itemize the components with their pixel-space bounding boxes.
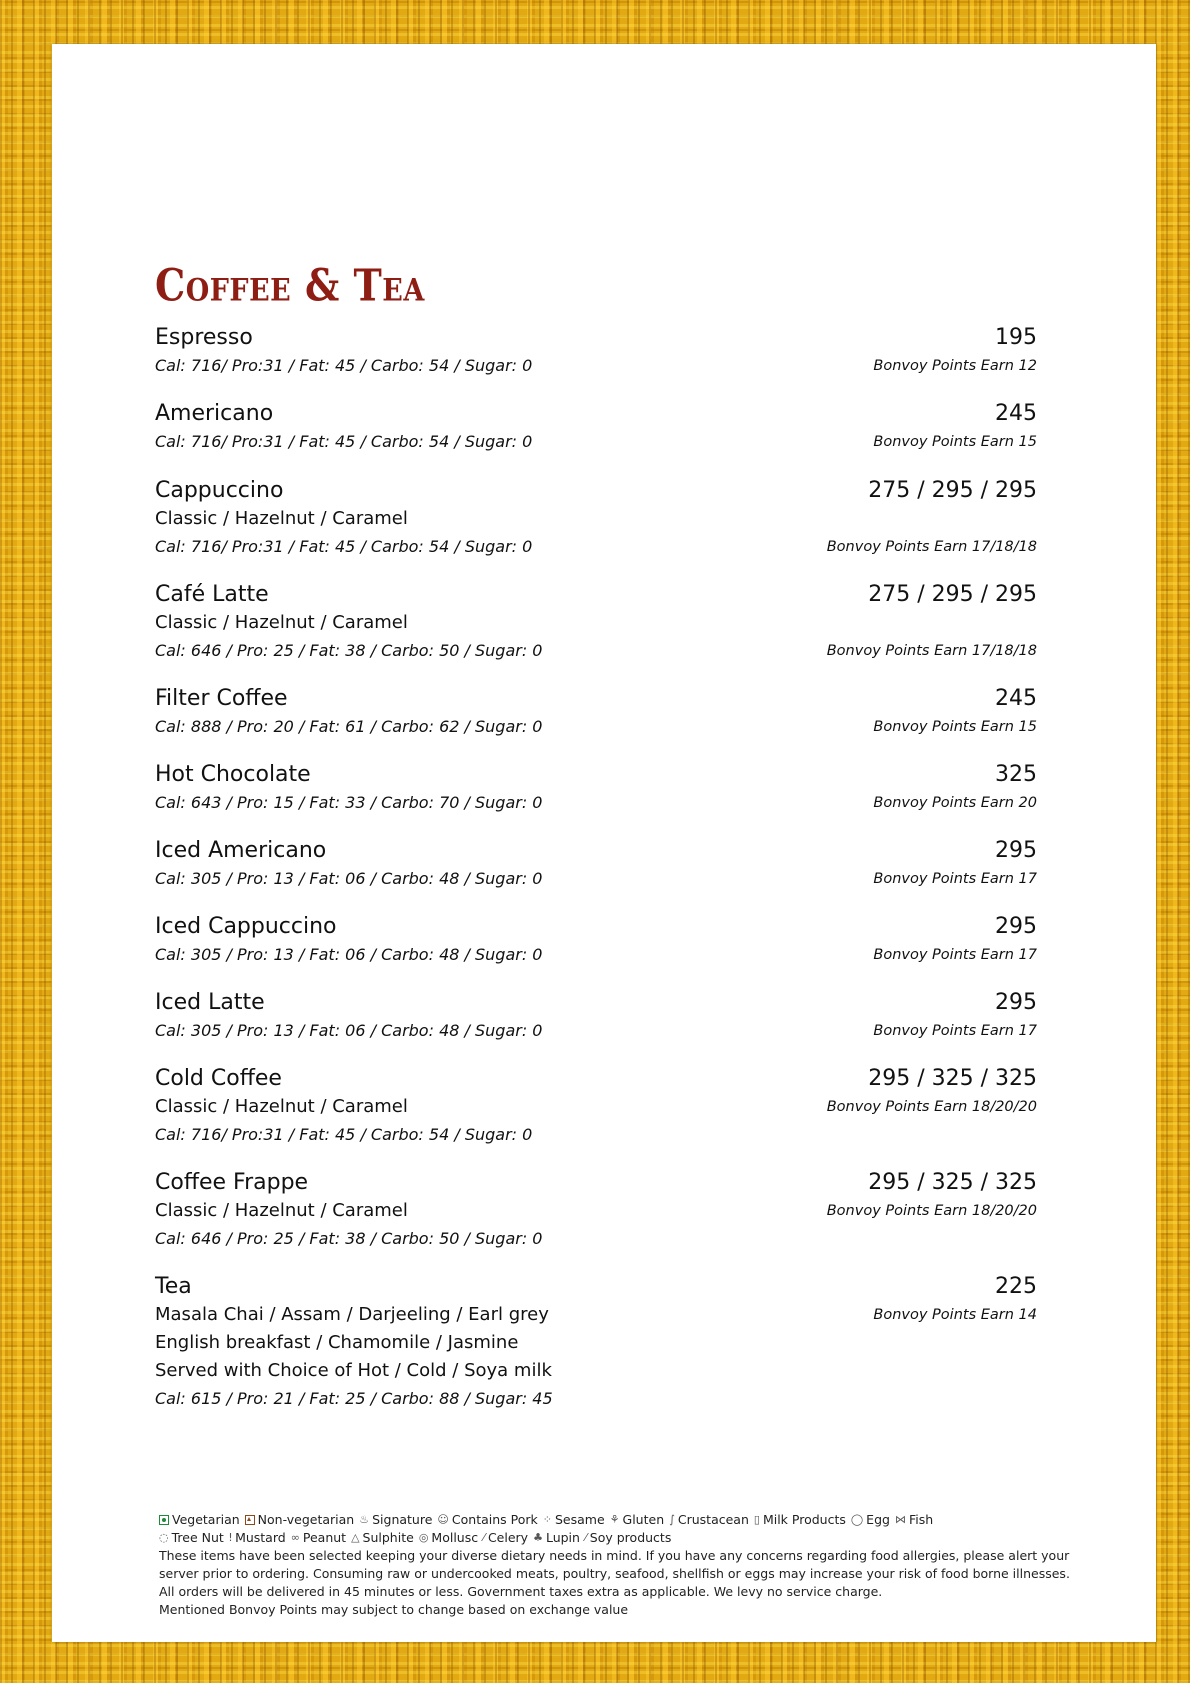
menu-title: Coffee & Tea: [155, 259, 425, 311]
sesame-icon: ⁘: [542, 1513, 552, 1526]
item-price: 295: [995, 838, 1037, 863]
item-nutrition: Cal: 305 / Pro: 13 / Fat: 06 / Carbo: 48 / Sugar: 0: [155, 945, 543, 964]
lupin-icon: ♣: [533, 1531, 543, 1544]
item-name: Espresso: [155, 325, 253, 350]
item-price: 245: [995, 686, 1037, 711]
item-points: Bonvoy Points Earn 15: [873, 719, 1037, 735]
menu-item-iced-latte: [155, 988, 1037, 1045]
item-name: Cappuccino: [155, 478, 284, 503]
egg-icon: ◯: [850, 1513, 864, 1526]
fish-icon: ⋈: [894, 1513, 906, 1526]
item-points: Bonvoy Points Earn 17: [873, 871, 1037, 887]
legend-tree-nut: ◌ Tree Nut: [159, 1530, 224, 1545]
legend-celery: ⁄ Celery: [483, 1530, 529, 1545]
item-price: 295: [995, 990, 1037, 1015]
item-nutrition: Cal: 646 / Pro: 25 / Fat: 38 / Carbo: 50 / Sugar: 0: [155, 1229, 543, 1248]
item-points: Bonvoy Points Earn 18/20/20: [826, 1203, 1037, 1219]
item-name: Cold Coffee: [155, 1066, 282, 1091]
legend-mustard: ǃ Mustard: [228, 1530, 286, 1545]
item-price: 245: [995, 401, 1037, 426]
legend-egg: ◯ Egg: [850, 1512, 890, 1527]
item-points: Bonvoy Points Earn 17: [873, 947, 1037, 963]
item-name: Iced Americano: [155, 838, 327, 863]
menu-item-tea: [155, 1272, 1037, 1413]
item-nutrition: Cal: 716/ Pro:31 / Fat: 45 / Carbo: 54 / Sugar: 0: [155, 356, 533, 375]
item-points: Bonvoy Points Earn 18/20/20: [826, 1099, 1037, 1115]
item-price: 275 / 295 / 295: [868, 582, 1037, 607]
item-points: Bonvoy Points Earn 17/18/18: [826, 643, 1037, 659]
legend-lupin: ♣ Lupin: [533, 1530, 580, 1545]
disclaimer-line: Mentioned Bonvoy Points may subject to change based on exchange value: [159, 1602, 629, 1617]
legend-sulphite: △ Sulphite: [351, 1530, 414, 1545]
nut-icon: ◌: [159, 1531, 169, 1544]
non-vegetarian-icon: [245, 1515, 255, 1525]
item-variants: Classic / Hazelnut / Caramel: [155, 1096, 408, 1117]
milk-icon: ▯: [753, 1513, 760, 1526]
item-nutrition: Cal: 646 / Pro: 25 / Fat: 38 / Carbo: 50 / Sugar: 0: [155, 641, 543, 660]
item-points: Bonvoy Points Earn 12: [873, 358, 1037, 374]
item-name: Café Latte: [155, 582, 269, 607]
legend-milk-products: ▯ Milk Products: [753, 1512, 846, 1527]
item-price: 195: [995, 325, 1037, 350]
legend-fish: ⋈ Fish: [894, 1512, 934, 1527]
menu-item-cafe-latte: [155, 580, 1037, 665]
item-price: 225: [995, 1274, 1037, 1299]
menu-item-iced-americano: [155, 836, 1037, 893]
item-points: Bonvoy Points Earn 14: [873, 1307, 1037, 1323]
legend-soy-products: ⁄ Soy products: [584, 1530, 672, 1545]
item-name: Tea: [155, 1274, 192, 1299]
item-points: Bonvoy Points Earn 17/18/18: [826, 539, 1037, 555]
mustard-icon: ǃ: [228, 1531, 233, 1544]
menu-item-filter-coffee: [155, 684, 1037, 741]
item-name: Iced Cappuccino: [155, 914, 337, 939]
item-points: Bonvoy Points Earn 15: [873, 434, 1037, 450]
legend-non-vegetarian: Non-vegetarian: [245, 1511, 355, 1529]
legend-signature: ♨ Signature: [359, 1512, 433, 1527]
legend-mollusc: ◎ Mollusc: [418, 1530, 479, 1545]
item-price: 275 / 295 / 295: [868, 478, 1037, 503]
wheat-icon: ⚘: [609, 1513, 620, 1526]
flask-icon: △: [351, 1531, 360, 1544]
vegetarian-icon: [159, 1515, 169, 1525]
disclaimer: [159, 1547, 1099, 1619]
item-name: Filter Coffee: [155, 686, 288, 711]
item-nutrition: Cal: 888 / Pro: 20 / Fat: 61 / Carbo: 62 / Sugar: 0: [155, 717, 543, 736]
item-points: Bonvoy Points Earn 17: [873, 1023, 1037, 1039]
item-name: Coffee Frappe: [155, 1170, 309, 1195]
menu-item-espresso: [155, 323, 1037, 380]
peanut-icon: ∞: [290, 1531, 300, 1544]
shrimp-icon: ∫: [669, 1513, 675, 1526]
legend-contains-pork: ☺ Contains Pork: [437, 1512, 538, 1527]
legend-peanut: ∞ Peanut: [290, 1530, 347, 1545]
legend-sesame: ⁘ Sesame: [542, 1512, 605, 1527]
disclaimer-line: All orders will be delivered in 45 minutes or less. Government taxes extra as applicable. We levy no service charge.: [159, 1584, 883, 1599]
allergen-legend: [159, 1511, 1099, 1619]
menu-item-coffee-frappe: [155, 1168, 1037, 1253]
item-price: 295 / 325 / 325: [868, 1066, 1037, 1091]
legend-vegetarian: Vegetarian: [159, 1511, 240, 1529]
item-price: 295: [995, 914, 1037, 939]
item-nutrition: Cal: 305 / Pro: 13 / Fat: 06 / Carbo: 48 / Sugar: 0: [155, 1021, 543, 1040]
item-nutrition: Cal: 643 / Pro: 15 / Fat: 33 / Carbo: 70 / Sugar: 0: [155, 793, 543, 812]
menu-item-cappuccino: [155, 476, 1037, 561]
menu-item-hot-chocolate: [155, 760, 1037, 817]
item-variants-line2: English breakfast / Chamomile / Jasmine: [155, 1332, 519, 1353]
item-variants: Classic / Hazelnut / Caramel: [155, 1200, 408, 1221]
item-points: Bonvoy Points Earn 20: [873, 795, 1037, 811]
disclaimer-line: server prior to ordering. Consuming raw or undercooked meats, poultry, seafood, shellfish or eggs may increase your risk of food borne illnesses.: [159, 1566, 1070, 1581]
pig-icon: ☺: [437, 1513, 449, 1526]
item-variants: Classic / Hazelnut / Caramel: [155, 612, 408, 633]
menu-item-cold-coffee: [155, 1064, 1037, 1149]
item-variants: Masala Chai / Assam / Darjeeling / Earl grey: [155, 1304, 549, 1325]
soy-icon: ⁄: [584, 1531, 587, 1544]
chef-hat-icon: ♨: [359, 1513, 370, 1526]
item-nutrition: Cal: 305 / Pro: 13 / Fat: 06 / Carbo: 48 / Sugar: 0: [155, 869, 543, 888]
item-price: 325: [995, 762, 1037, 787]
item-nutrition: Cal: 716/ Pro:31 / Fat: 45 / Carbo: 54 / Sugar: 0: [155, 537, 533, 556]
celery-icon: ⁄: [483, 1531, 485, 1544]
item-variants: Classic / Hazelnut / Caramel: [155, 508, 408, 529]
item-nutrition: Cal: 716/ Pro:31 / Fat: 45 / Carbo: 54 / Sugar: 0: [155, 1125, 533, 1144]
item-variants-line3: Served with Choice of Hot / Cold / Soya milk: [155, 1360, 552, 1381]
disclaimer-line: These items have been selected keeping your diverse dietary needs in mind. If you have any concerns regarding food allergies, please alert your: [159, 1548, 1070, 1563]
shell-icon: ◎: [418, 1531, 429, 1544]
item-nutrition: Cal: 615 / Pro: 21 / Fat: 25 / Carbo: 88 / Sugar: 45: [155, 1389, 553, 1408]
legend-crustacean: ∫ Crustacean: [669, 1512, 749, 1527]
item-nutrition: Cal: 716/ Pro:31 / Fat: 45 / Carbo: 54 / Sugar: 0: [155, 432, 533, 451]
item-name: Americano: [155, 401, 274, 426]
menu-item-americano: [155, 399, 1037, 456]
legend-gluten: ⚘ Gluten: [609, 1512, 665, 1527]
item-name: Hot Chocolate: [155, 762, 311, 787]
menu-item-iced-cappuccino: [155, 912, 1037, 969]
item-name: Iced Latte: [155, 990, 265, 1015]
item-price: 295 / 325 / 325: [868, 1170, 1037, 1195]
